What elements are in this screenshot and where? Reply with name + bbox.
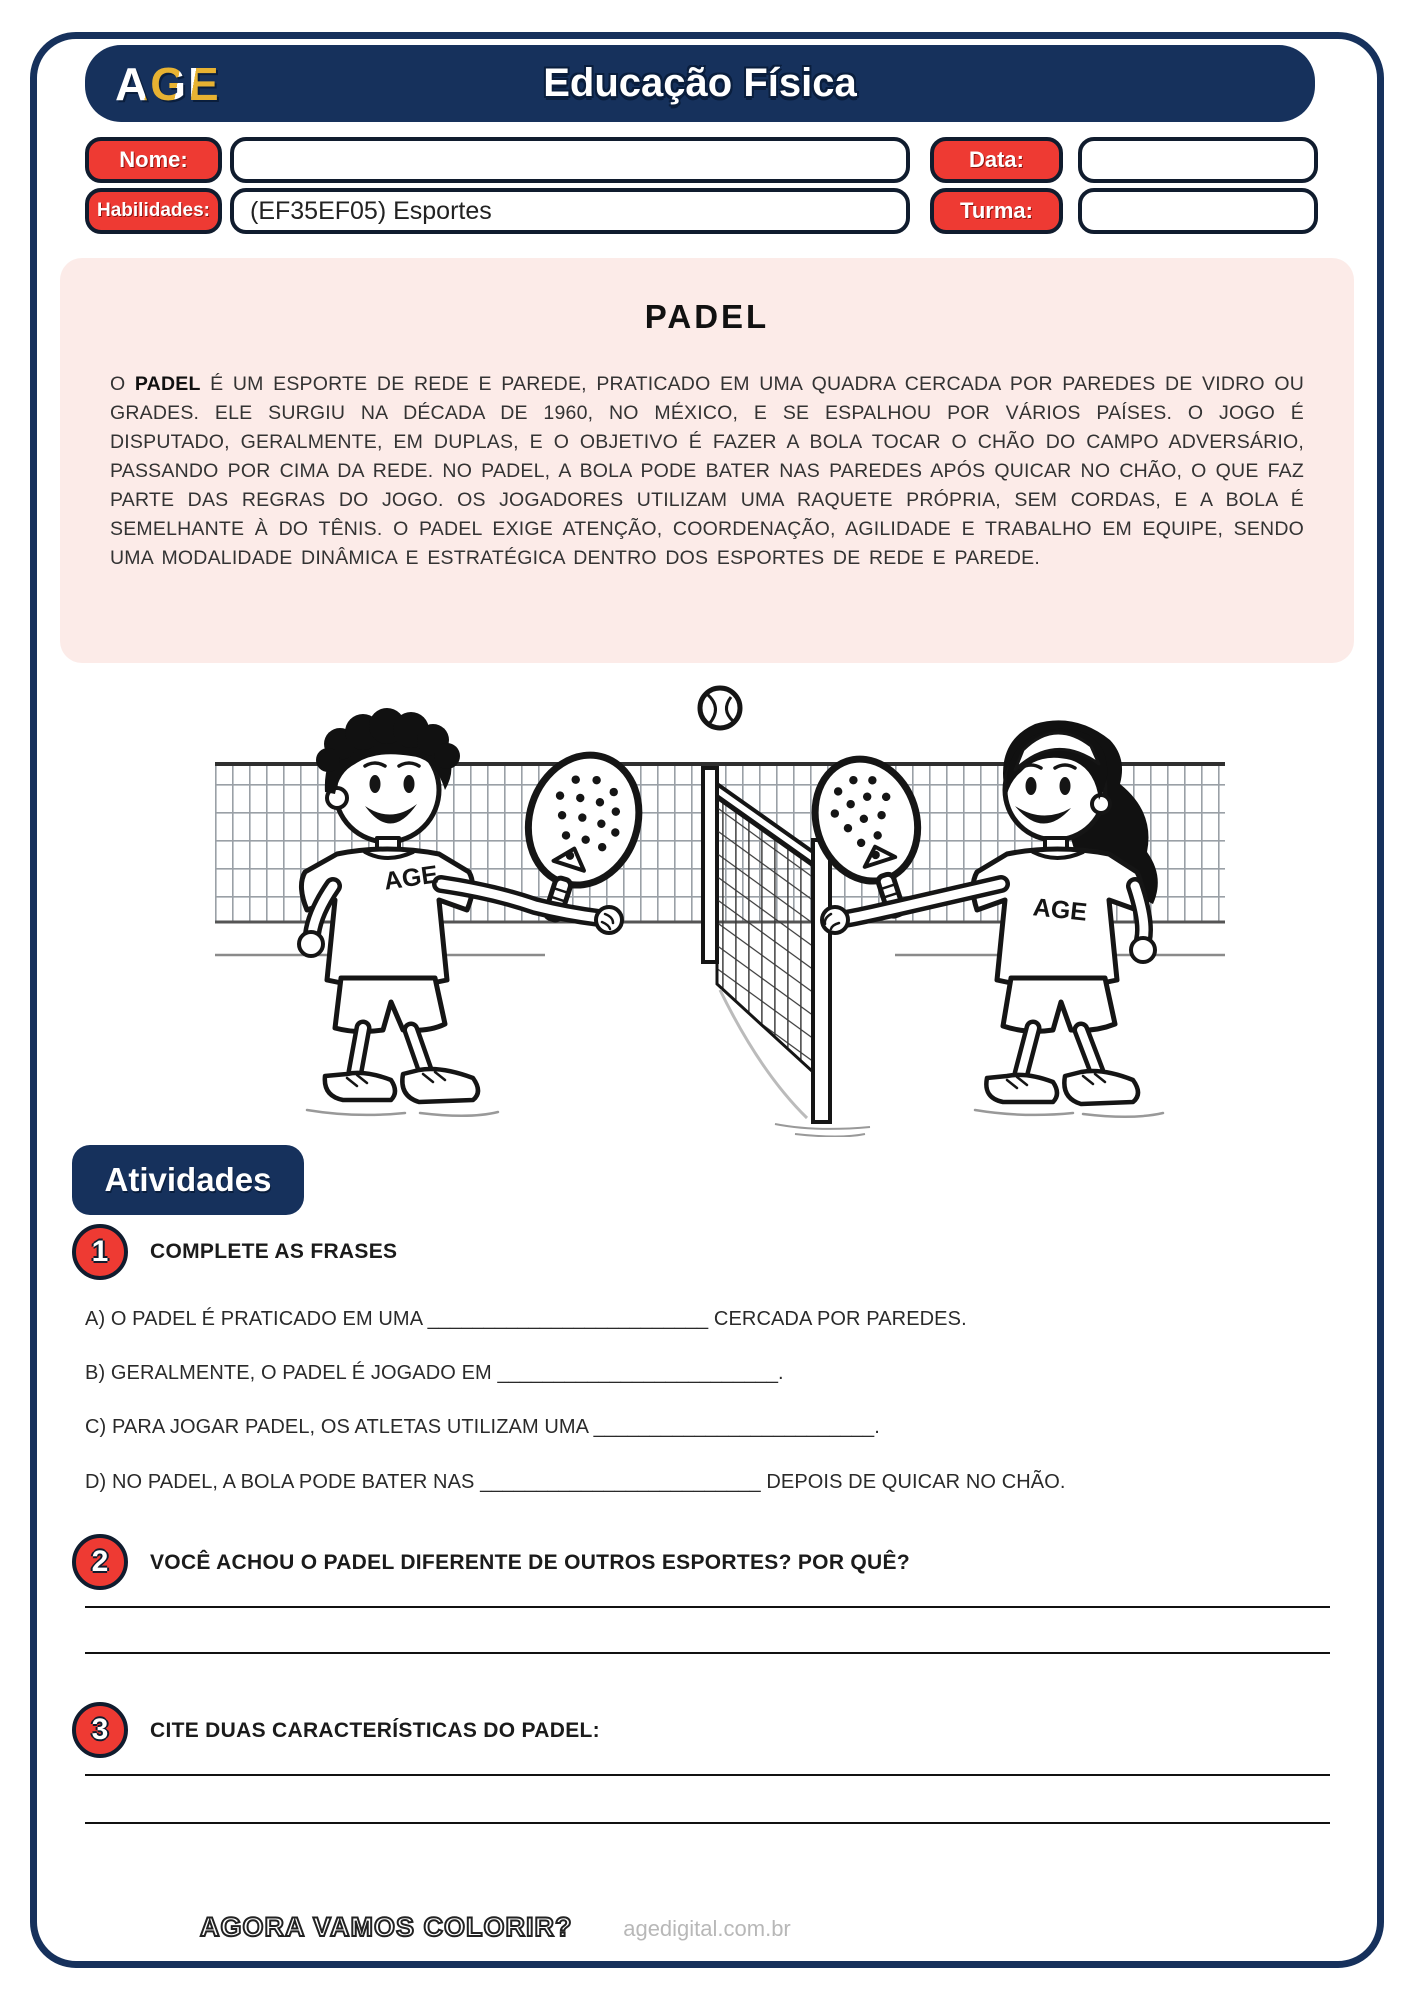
paragraph-lead: O [110, 373, 135, 395]
girl-shirt-label: AGE [1031, 893, 1089, 927]
question-a: A) O PADEL É PRATICADO EM UMA _________________________ CERCADA POR PAREDES. [85, 1308, 967, 1330]
data-label: Data: [930, 137, 1063, 183]
data-field[interactable] [1078, 137, 1318, 183]
nome-field[interactable] [230, 137, 910, 183]
activity-1-number: 1 [72, 1224, 128, 1280]
coloring-prompt: AGORA VAMOS COLORIR? [200, 1912, 573, 1942]
question-c: C) PARA JOGAR PADEL, OS ATLETAS UTILIZAM UMA _________________________. [85, 1416, 880, 1438]
reading-paragraph [110, 370, 1304, 573]
habilidades-label: Habilidades: [85, 188, 222, 234]
habilidades-field[interactable]: (EF35EF05) Esportes [230, 188, 910, 234]
activity-2-answer-line-2[interactable] [85, 1652, 1330, 1654]
page-title: Educação Física [543, 61, 857, 105]
website-url: agedigital.com.br [623, 1916, 791, 1941]
activity-3-number: 3 [72, 1702, 128, 1758]
activities-badge: Atividades [72, 1145, 304, 1215]
boy-shirt-label: AGE [382, 860, 440, 896]
reading-box [60, 258, 1354, 663]
activity-3-answer-line-2[interactable] [85, 1822, 1330, 1824]
activity-2-answer-line-1[interactable] [85, 1606, 1330, 1608]
age-logo: AGE [115, 58, 221, 110]
paragraph-body: É UM ESPORTE DE REDE E PAREDE, PRATICADO EM UMA QUADRA CERCADA POR PAREDES DE VIDRO OU GRADES. ELE SURGIU NA DÉCADA DE 1960, NO MÉXICO, E SE ESPALHOU POR VÁRIOS PAÍSES. O JOGO É DISPUTADO, GERALMENTE, EM DUPLAS, E O OBJETIVO É FAZER A BOLA TOCAR O CHÃO DO CAMPO ADVERSÁRIO, PASSANDO POR CIMA DA REDE. NO PADEL, A BOLA PODE BATER NAS PAREDES APÓS QUICAR NO CHÃO, O QUE FAZ PARTE DAS REGRAS DO JOGO. OS JOGADORES UTILIZAM UMA RAQUETE PRÓPRIA, SEM CORDAS, E A BOLA É SEMELHANTE À DO TÊNIS. O PADEL EXIGE ATENÇÃO, COORDENAÇÃO, AGILIDADE E TRABALHO EM EQUIPE, SENDO UMA MODALIDADE DINÂMICA E ESTRATÉGICA DENTRO DOS ESPORTES DE REDE E PAREDE. [110, 373, 1304, 569]
activity-2-title: VOCÊ ACHOU O PADEL DIFERENTE DE OUTROS ESPORTES? POR QUÊ? [150, 1551, 910, 1574]
activity-2-number: 2 [72, 1534, 128, 1590]
question-d: D) NO PADEL, A BOLA PODE BATER NAS _________________________ DEPOIS DE QUICAR NO CHÃO. [85, 1471, 1066, 1493]
question-b: B) GERALMENTE, O PADEL É JOGADO EM _________________________. [85, 1362, 784, 1384]
activity-3-title: CITE DUAS CARACTERÍSTICAS DO PADEL: [150, 1719, 600, 1742]
padel-ball [700, 688, 740, 728]
paragraph-bold-word: PADEL [134, 373, 201, 395]
reading-title: PADEL [644, 298, 770, 335]
header-bar [85, 45, 1315, 122]
nome-label: Nome: [85, 137, 222, 183]
activity-3-answer-line-1[interactable] [85, 1774, 1330, 1776]
activity-1-title: COMPLETE AS FRASES [150, 1240, 398, 1263]
turma-field[interactable] [1078, 188, 1318, 234]
padel-illustration [215, 672, 1225, 1137]
turma-label: Turma: [930, 188, 1063, 234]
